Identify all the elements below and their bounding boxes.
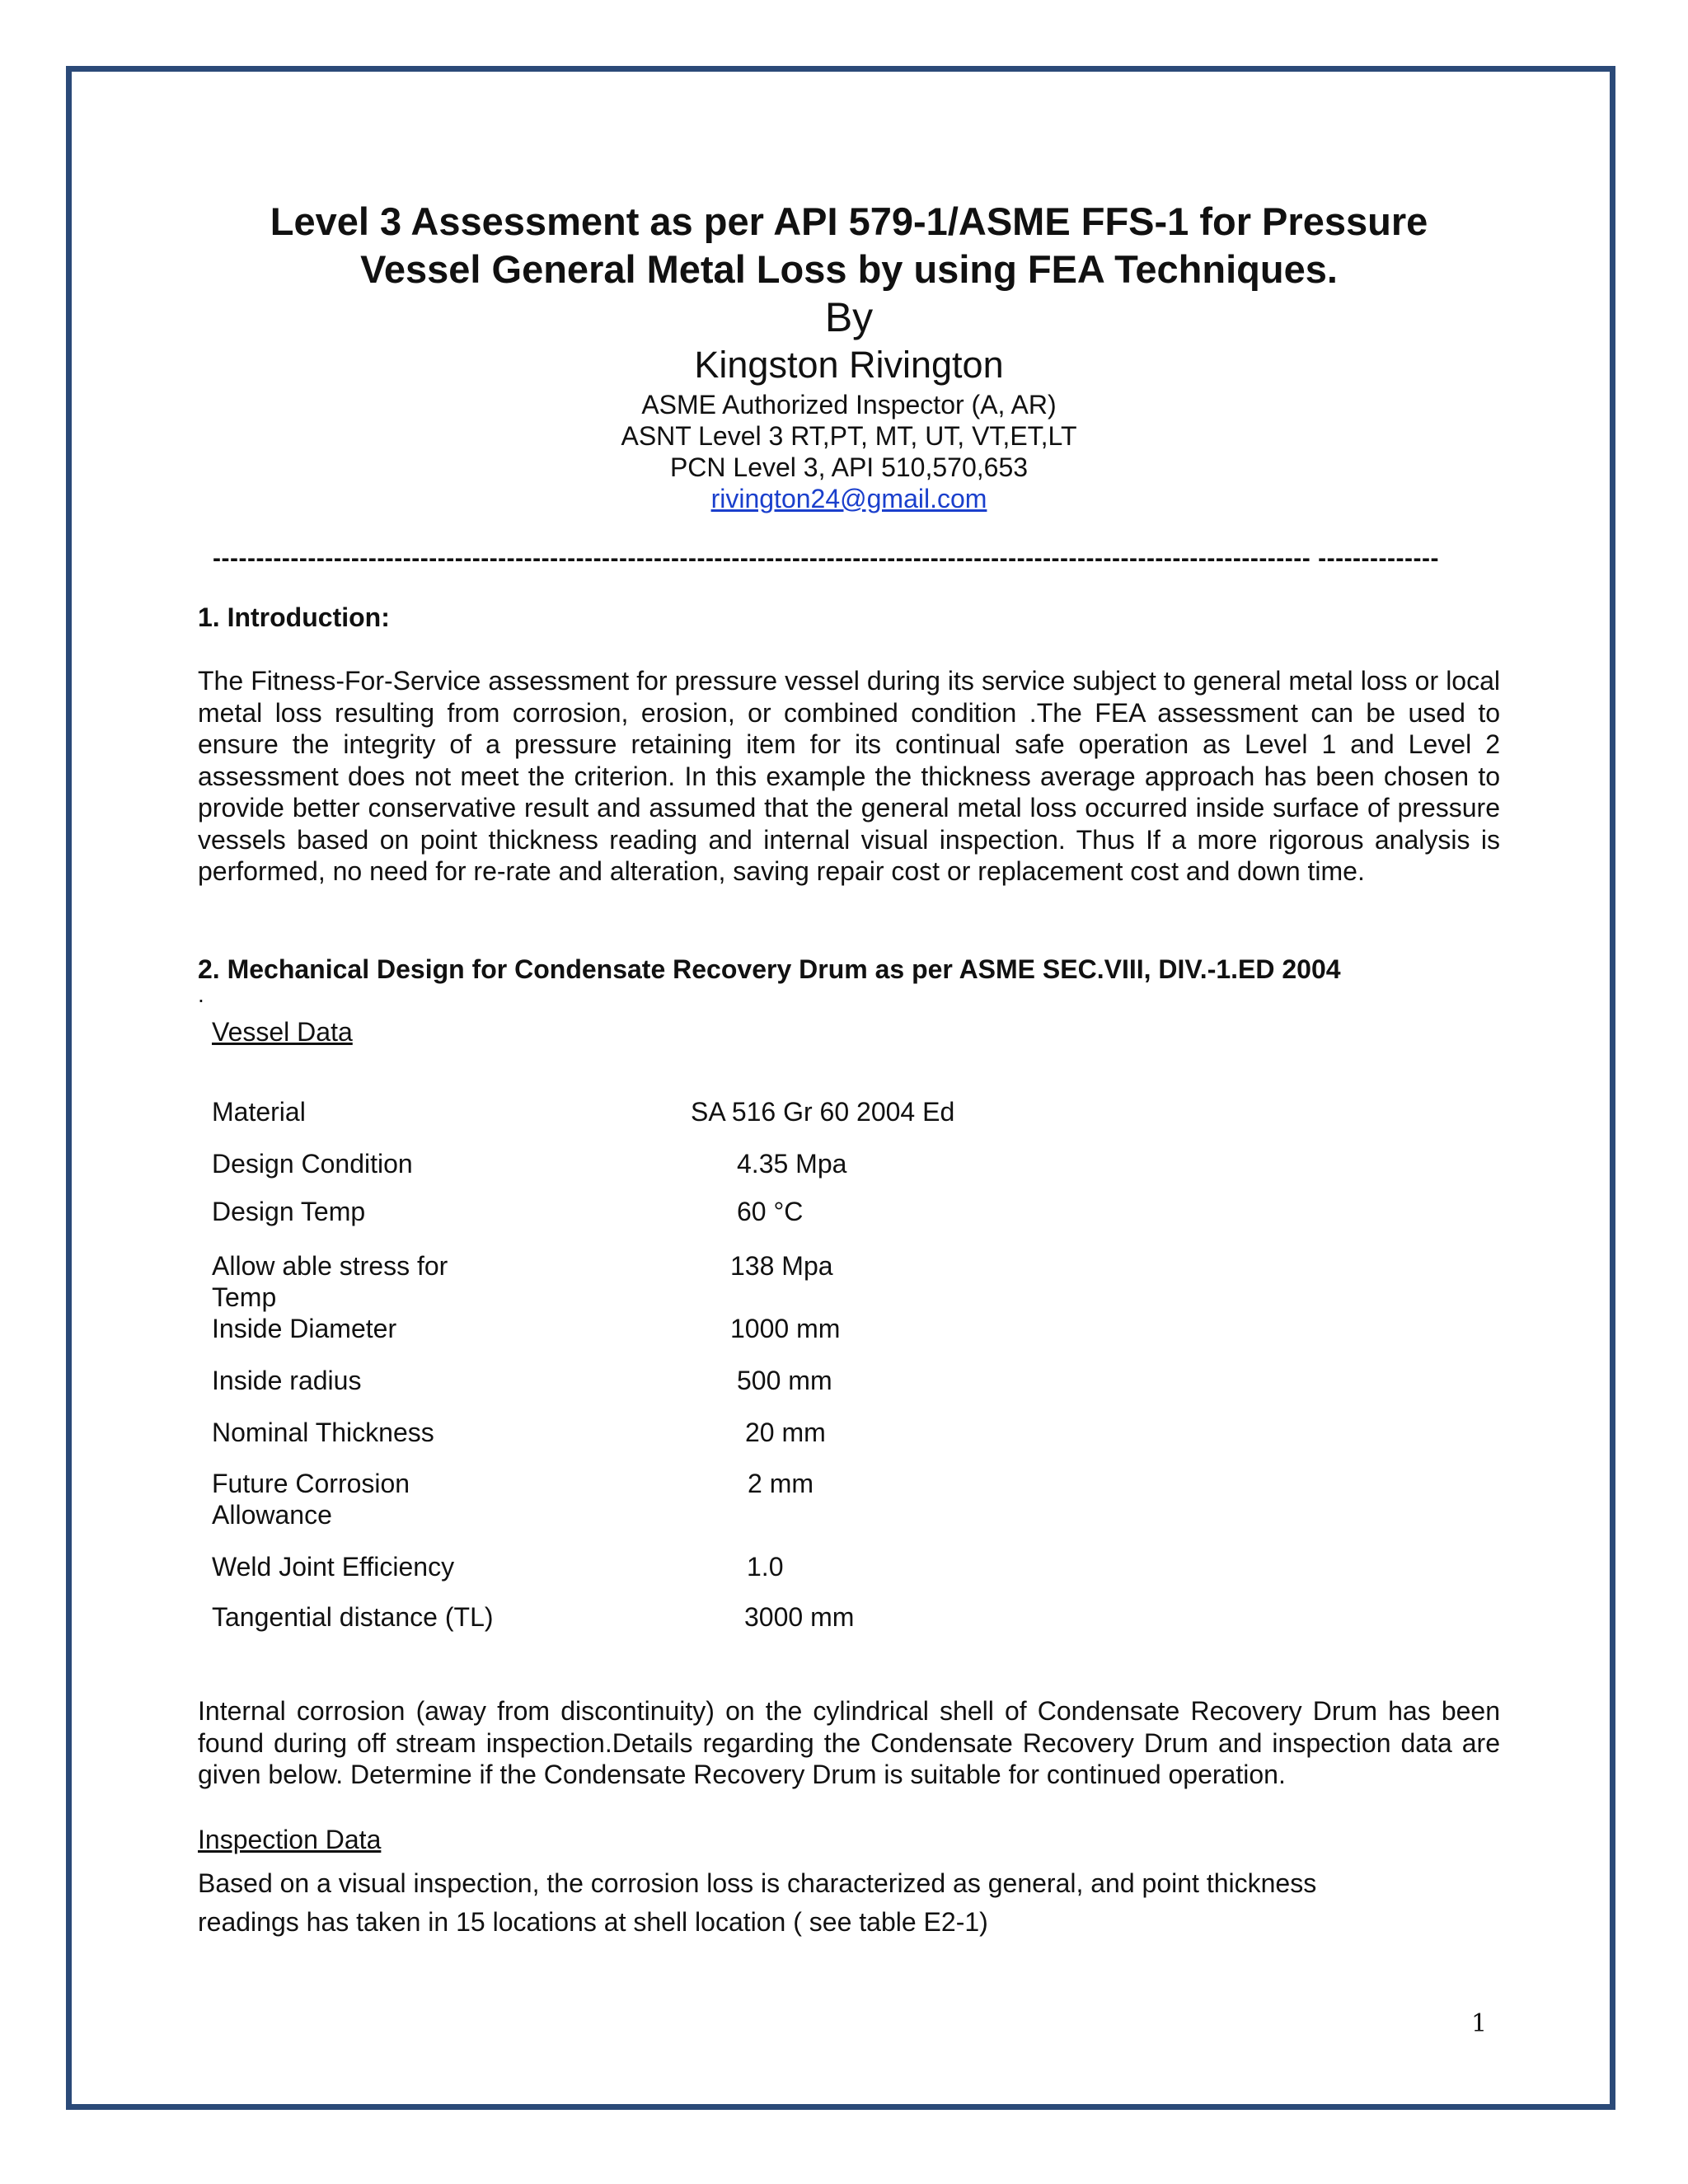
vessel-data-value-cell: 3000 mm [744,1602,855,1632]
title-line-1: Level 3 Assessment as per API 579-1/ASME FFS-1 for Pressure [270,199,1428,243]
vessel-data-label-cell: Allow able stress for Temp [212,1251,448,1312]
vessel-data-value-cell: 2 mm [748,1469,814,1498]
vessel-data-label-cell: Design Condition [212,1149,413,1179]
inspection-line-1: Based on a visual inspection, the corrosion loss is characterized as general, and point thickness [198,1868,1317,1898]
vessel-data-value-cell: SA 516 Gr 60 2004 Ed [691,1097,955,1127]
vessel-data-label-cell: Material [212,1097,306,1127]
by-label: By [824,294,874,340]
inspection-data-label: Inspection Data [198,1825,382,1854]
stray-dot: . [198,982,204,1007]
vessel-data-value-cell: 500 mm [737,1366,832,1395]
page-number: 1 [1471,2009,1488,2038]
email-row [198,483,1500,514]
vessel-data-label: Vessel Data [212,1017,353,1047]
vessel-data-value-cell: 20 mm [745,1418,826,1447]
vessel-data-label-cell: Weld Joint Efficiency [212,1552,455,1582]
author-name: Kingston Rivington [694,344,1004,386]
vessel-data-value-cell: 1.0 [747,1552,784,1582]
vessel-data-label-cell: Design Temp [212,1197,366,1226]
introduction-paragraph: The Fitness-For-Service assessment for pressure vessel during its service subject to general metal loss or local metal loss resulting from corrosion, erosion, or combined condition .The FEA assessment can be used to ensure the integrity of a pressure retaining item for its continual safe operation as Level 1 and Level 2 assessment does not meet the criterion. In this example the thickness average approach has been chosen to provide better conservative result and assumed that the general metal loss occurred inside surface of pressure vessels based on point thickness reading and internal visual inspection. Thus If a more rigorous analysis is performed, no need for re-rate and alteration, saving repair cost or replacement cost and down time. [198,666,1500,886]
vessel-data-label-cell: Nominal Thickness [212,1418,434,1447]
document-title [198,198,1500,293]
inspection-line-2: readings has taken in 15 locations at shell location ( see table E2-1) [198,1907,988,1937]
vessel-data-label-cell: Future Corrosion Allowance [212,1469,410,1530]
section-1-heading: 1. Introduction: [198,602,390,632]
dashed-divider: ------------------------------------------------------------------------------------------------------------------------------- -------------- [213,545,1439,572]
credential-asnt: ASNT Level 3 RT,PT, MT, UT, VT,ET,LT [621,421,1077,451]
vessel-data-value-cell: 138 Mpa [730,1251,833,1281]
vessel-data-value-cell: 60 °C [737,1197,804,1226]
vessel-data-label-cell: Tangential distance (TL) [212,1602,494,1632]
credential-asme: ASME Authorized Inspector (A, AR) [641,390,1057,419]
corrosion-paragraph: Internal corrosion (away from discontinuity) on the cylindrical shell of Condensate Recovery Drum has been found during off stream inspection.Details regarding the Condensate Recovery Drum and inspection data are given below. Determine if the Condensate Recovery Drum is suitable for continued operation. [198,1696,1500,1789]
section-2-heading: 2. Mechanical Design for Condensate Recovery Drum as per ASME SEC.VIII, DIV.-1.ED 2004 [198,954,1341,984]
vessel-data-label-cell: Inside Diameter [212,1314,397,1343]
vessel-data-label-cell: Inside radius [212,1366,362,1395]
credential-pcn: PCN Level 3, API 510,570,653 [669,452,1029,482]
email-link[interactable]: rivington24@gmail.com [710,484,987,513]
title-line-2: Vessel General Metal Loss by using FEA Techniques. [360,247,1338,291]
vessel-data-value-cell: 4.35 Mpa [737,1149,847,1179]
vessel-data-value-cell: 1000 mm [730,1314,841,1343]
